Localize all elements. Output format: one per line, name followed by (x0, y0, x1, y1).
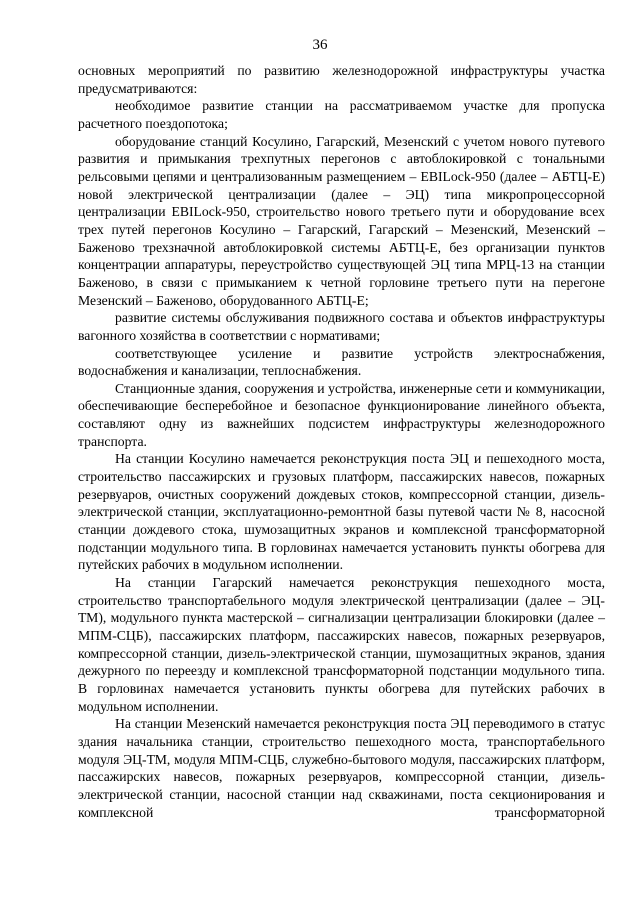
paragraph-kosulino: На станции Косулино намечается реконструкция поста ЭЦ и пешеходного моста, строительство пассажирских и грузовых платформ, пассажирских навесов, пожарных резервуаров, очистных сооружений дождевых стоков, компрессорной станции, дизель-электрической станции, эксплуатационно-ремонтной базы путевой части № 8, насосной станции дождевого стока, шумозащитных экранов и комплексной трансформаторной подстанции модульного типа. В горловинах намечается установить пункты обогрева для путейских рабочих в модульном исполнении. (78, 451, 605, 573)
paragraph-rolling-stock-service: развитие системы обслуживания подвижного состава и объектов инфраструктуры вагонного хозяйства в соответствии с нормативами; (78, 310, 605, 343)
paragraph-station-development: необходимое развитие станции на рассматриваемом участке для пропуска расчетного поездопотока; (78, 98, 605, 131)
paragraph-utilities: соответствующее усиление и развитие устройств электроснабжения, водоснабжения и канализации, теплоснабжения. (78, 345, 605, 379)
paragraph-station-buildings: Станционные здания, сооружения и устройства, инженерные сети и коммуникации, обеспечивающие бесперебойное и безопасное функционирование линейного объекта, составляют одну из важнейших подсистем инфраструктуры железнодорожного транспорта. (78, 380, 605, 449)
paragraph-gagarsky: На станции Гагарский намечается реконструкция пешеходного моста, строительство транспортабельного модуля электрической централизации (далее – ЭЦ-ТМ), модульного пункта мастерской – сигнализации централизации блокировки (далее – МПМ-СЦБ), пассажирских платформ, пассажирских навесов, пожарных резервуаров, компрессорной станции, дизель-электрической станции, шумозащитных экранов, здания дежурного по переезду и комплексной трансформаторной подстанции модульного типа. В горловинах намечается установить пункты обогрева для путейских рабочих в модульном исполнении. (78, 575, 605, 714)
body-text (78, 62, 605, 821)
page-number: 36 (312, 37, 328, 53)
paragraph-station-equipment: оборудование станций Косулино, Гагарский, Мезенский с учетом нового путевого развития и примыкания трехпутных перегонов с автоблокировкой с тональными рельсовыми цепями и централизованным размещением – EBILock-950 (далее – АБТЦ-Е) новой электрической централизации (далее – ЭЦ) типа микропроцессорной централизации EBILock-950, строительство нового третьего пути и оборудование всех трех путей перегонов Косулино – Гагарский, Гагарский – Мезенский, Мезенский – Баженово трехзначной автоблокировкой системы АБТЦ-Е, без организации пунктов концентрации аппаратуры, переустройство существующей ЭЦ типа МРЦ-13 на станции Баженово, в связи с примыканием к четной горловине третьего пути на перегоне Мезенский – Баженово, оборудованного АБТЦ-Е; (78, 133, 605, 308)
paragraph-intro: основных мероприятий по развитию железнодорожной инфраструктуры участка предусматриваются: (78, 63, 605, 96)
paragraph-mezensky: На станции Мезенский намечается реконструкция поста ЭЦ переводимого в статус здания начальника станции, строительство пешеходного моста, транспортабельного модуля ЭЦ-ТМ, модуля МПМ-СЦБ, служебно-бытового модуля, пассажирских платформ, пассажирских навесов, пожарных резервуаров, компрессорной станции, дизель-электрической станции, насосной станции над скважинами, поста секционирования и комплексной трансформаторной (78, 716, 605, 820)
